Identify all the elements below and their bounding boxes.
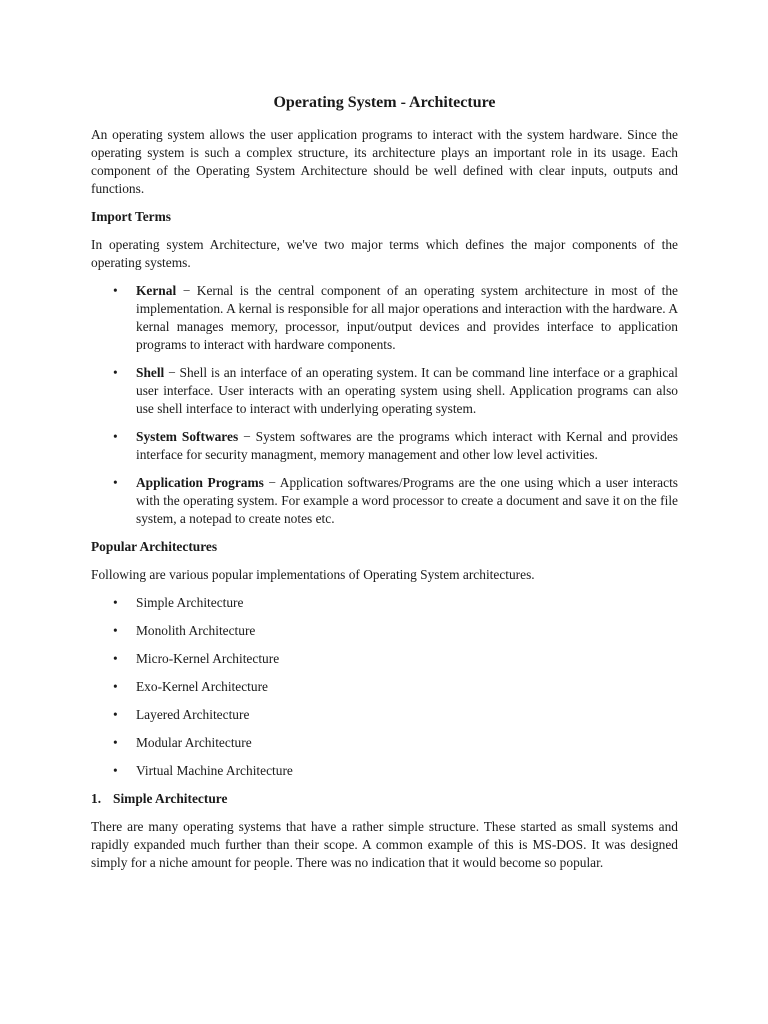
architecture-name: Simple Architecture: [136, 595, 244, 610]
bullet-icon: •: [113, 283, 118, 298]
section-1-heading: [91, 790, 678, 808]
import-terms-intro: In operating system Architecture, we've two major terms which defines the major components of the operating systems.: [91, 237, 678, 270]
term-definition: − Application softwares/Programs are the one using which a user interacts with the operating system. For example a word processor to create a document and save it on the file system, a notepad to create notes etc.: [136, 475, 678, 526]
section-number: 1.: [91, 791, 102, 806]
list-item: [91, 706, 678, 724]
term-item-application-programs: [91, 474, 678, 528]
section-1-paragraph: There are many operating systems that have a rather simple structure. These started as small systems and rapidly expanded much further than their scope. A common example of this is MS-DOS. It was designed simply for a niche amount for people. There was no indication that it would become so popular.: [91, 819, 678, 870]
term-name: Application Programs: [136, 475, 264, 490]
architecture-name: Micro-Kernel Architecture: [136, 651, 280, 666]
list-item: [91, 734, 678, 752]
term-definition: − System softwares are the programs which interact with Kernal and provides interface for security managment, memory management and other low level activities.: [136, 429, 678, 462]
term-definition: − Shell is an interface of an operating system. It can be command line interface or a graphical user interface. User interacts with an operating system using shell. Application programs can also use shell interface to interact with underlying operating system.: [136, 365, 678, 416]
term-definition: − Kernal is the central component of an operating system architecture in most of the implementation. A kernal is responsible for all major operations and interaction with the hardware. A kernal manages memory, processor, input/output devices and provides interface to application programs to interact with hardware components.: [136, 283, 678, 352]
architecture-name: Exo-Kernel Architecture: [136, 679, 268, 694]
list-item: [91, 622, 678, 640]
terms-list: [91, 282, 678, 528]
bullet-icon: •: [113, 623, 118, 638]
bullet-icon: •: [113, 735, 118, 750]
term-name: Shell: [136, 365, 165, 380]
intro-paragraph: An operating system allows the user application programs to interact with the system hardware. Since the operating system is such a complex structure, its architecture plays an important role in its usage. Each component of the Operating System Architecture should be well defined with clear inputs, outputs and functions.: [91, 127, 678, 196]
bullet-icon: •: [113, 651, 118, 666]
list-item: [91, 594, 678, 612]
section-title: Simple Architecture: [113, 791, 228, 806]
bullet-icon: •: [113, 707, 118, 722]
popular-architectures-intro: Following are various popular implementations of Operating System architectures.: [91, 567, 535, 582]
architectures-list: [91, 594, 678, 780]
term-item-shell: [91, 364, 678, 418]
list-item: [91, 678, 678, 696]
term-name: Kernal: [136, 283, 177, 298]
list-item: [91, 650, 678, 668]
architecture-name: Modular Architecture: [136, 735, 252, 750]
architecture-name: Monolith Architecture: [136, 623, 256, 638]
import-terms-heading: Import Terms: [91, 209, 171, 224]
list-item: [91, 762, 678, 780]
bullet-icon: •: [113, 475, 118, 490]
document-title: Operating System - Architecture: [273, 94, 496, 111]
bullet-icon: •: [113, 365, 118, 380]
architecture-name: Virtual Machine Architecture: [136, 763, 293, 778]
popular-architectures-heading: Popular Architectures: [91, 539, 218, 554]
term-item-system-softwares: [91, 428, 678, 464]
architecture-name: Layered Architecture: [136, 707, 250, 722]
term-item-kernal: [91, 282, 678, 354]
bullet-icon: •: [113, 763, 118, 778]
bullet-icon: •: [113, 595, 118, 610]
term-name: System Softwares: [136, 429, 239, 444]
bullet-icon: •: [113, 429, 118, 444]
bullet-icon: •: [113, 679, 118, 694]
